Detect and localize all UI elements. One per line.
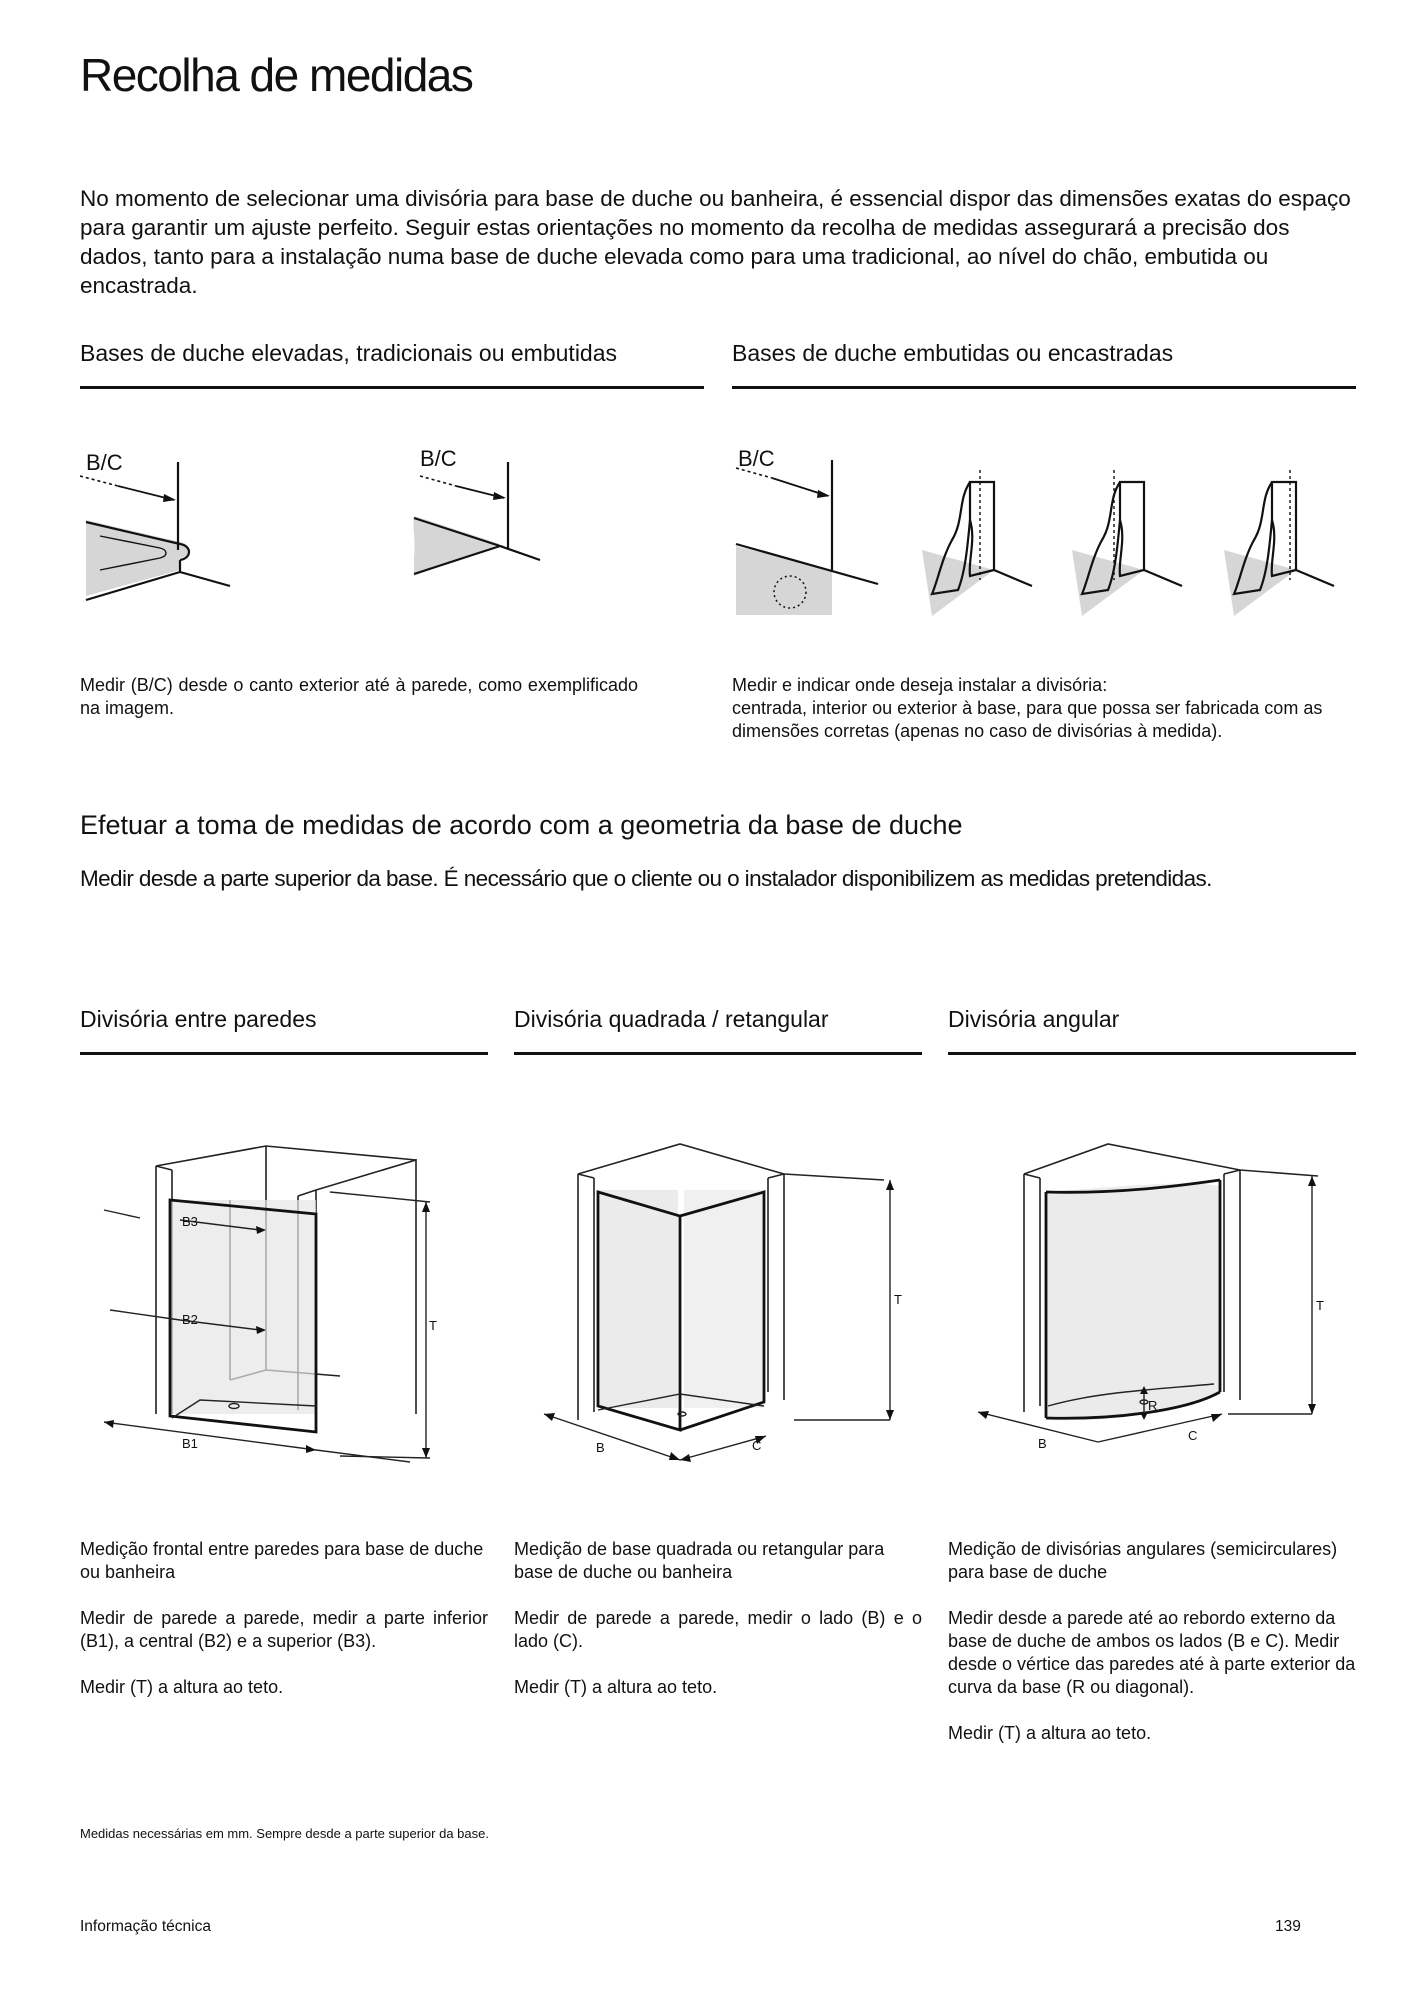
label-b1: B1 — [182, 1436, 198, 1451]
illustration-bases-embutidas — [732, 440, 1356, 630]
caption-text: Medir (T) a altura ao teto. — [948, 1723, 1152, 1743]
page-title: Recolha de medidas — [80, 49, 473, 101]
caption-quadrada — [514, 1538, 922, 1722]
footer-section: Informação técnica — [80, 1918, 211, 1935]
illustration-bases-elevadas — [80, 440, 600, 630]
label-bc: B/C — [738, 446, 775, 471]
caption-text: Medir (T) a altura ao teto. — [80, 1677, 284, 1697]
divider — [948, 1052, 1356, 1055]
heading-bases-embutidas: Bases de duche embutidas ou encastradas — [732, 340, 1174, 366]
label-b: B — [1038, 1436, 1047, 1451]
diagram-quadrada — [514, 1130, 914, 1480]
diagram-entre-paredes — [80, 1130, 480, 1480]
caption-bases-elevadas: Medir (B/C) desde o canto exterior até à parede, como exemplificado na imagem. — [80, 675, 638, 718]
heading-entre-paredes: Divisória entre paredes — [80, 1006, 317, 1032]
caption-entre-paredes — [80, 1538, 488, 1722]
caption-line: centrada, interior ou exterior à base, para que possa ser fabricada com as dimensões corretas (apenas no caso de divisórias à medida). — [732, 698, 1323, 741]
label-b3: B3 — [182, 1214, 198, 1229]
divider — [514, 1052, 922, 1055]
label-t: T — [894, 1292, 902, 1307]
label-t: T — [1316, 1298, 1324, 1313]
heading-bases-elevadas: Bases de duche elevadas, tradicionais ou embutidas — [80, 340, 618, 366]
caption-text: Medir de parede a parede, medir a parte inferior (B1), a central (B2) e a superior (B3). — [80, 1608, 488, 1651]
label-r: R — [1148, 1398, 1158, 1413]
label-bc: B/C — [86, 450, 123, 475]
diagram-angular — [948, 1130, 1348, 1480]
caption-title: Medição de divisórias angulares (semicirculares) para base de duche — [948, 1539, 1338, 1582]
label-c: C — [752, 1438, 762, 1453]
divider — [732, 386, 1356, 389]
intro-paragraph: No momento de selecionar uma divisória para base de duche ou banheira, é essencial dispor das dimensões exatas do espaço para garantir um ajuste perfeito. Seguir estas orientações no momento da recolha de medidas assegurará a precisão dos dados, tanto para a instalação numa base de duche elevada como para uma tradicional, ao nível do chão, embutida ou encastrada. — [80, 186, 1351, 298]
caption-text: Medir de parede a parede, medir o lado (B) e o lado (C). — [514, 1608, 922, 1651]
divider — [80, 386, 704, 389]
label-b: B — [596, 1440, 605, 1455]
page-number: 139 — [1275, 1918, 1301, 1935]
instruction-text: Medir desde a parte superior da base. É necessário que o cliente ou o instalador disponibilizem as medidas pretendidas. — [80, 866, 1212, 891]
heading-angular: Divisória angular — [948, 1006, 1120, 1032]
caption-title: Medição frontal entre paredes para base de duche ou banheira — [80, 1539, 484, 1582]
label-t: T — [429, 1318, 437, 1333]
section-heading-geometria: Efetuar a toma de medidas de acordo com a geometria da base de duche — [80, 810, 963, 840]
footnote: Medidas necessárias em mm. Sempre desde a parte superior da base. — [80, 1826, 489, 1841]
label-bc: B/C — [420, 446, 457, 471]
caption-bases-embutidas — [732, 674, 1356, 743]
label-b2: B2 — [182, 1312, 198, 1327]
caption-title: Medição de base quadrada ou retangular para base de duche ou banheira — [514, 1539, 885, 1582]
label-c: C — [1188, 1428, 1198, 1443]
heading-quadrada: Divisória quadrada / retangular — [514, 1006, 829, 1032]
caption-line: Medir e indicar onde deseja instalar a divisória: — [732, 675, 1108, 695]
caption-angular — [948, 1538, 1356, 1768]
caption-text: Medir desde a parede até ao rebordo externo da base de duche de ambos os lados (B e C). Medir desde o vértice das paredes até à parte exterior da curva da base (R ou diagonal). — [948, 1608, 1356, 1697]
caption-text: Medir (T) a altura ao teto. — [514, 1677, 718, 1697]
divider — [80, 1052, 488, 1055]
